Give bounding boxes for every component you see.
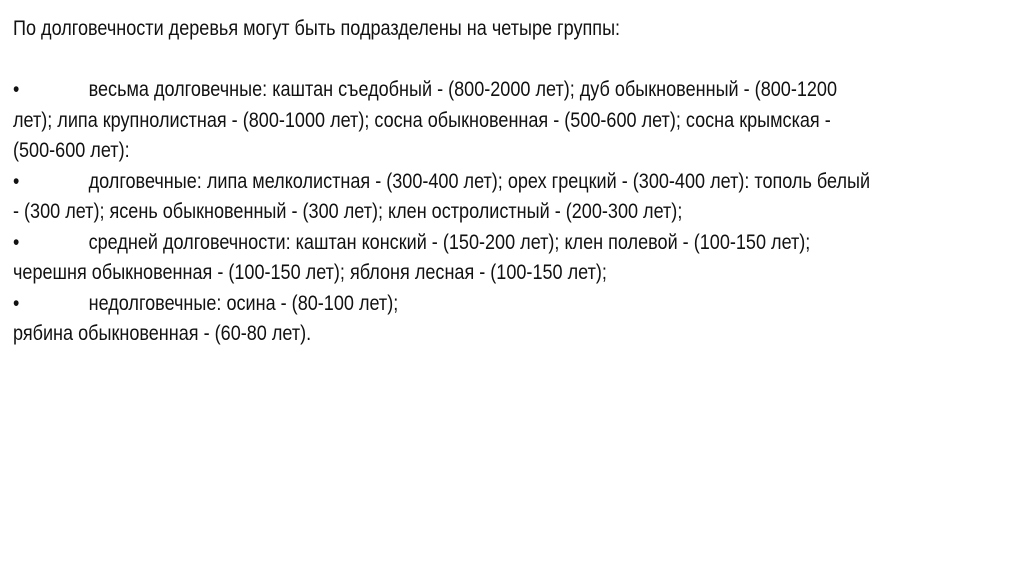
list-item-line <box>13 227 1013 258</box>
list-item-group-3 <box>13 227 1013 288</box>
list-item-line <box>13 166 1013 197</box>
list-item-line: - (300 лет); ясень обыкновенный - (300 лет); клен остролистный - (200-300 лет); <box>13 199 683 223</box>
bullet-icon: • <box>13 77 20 101</box>
list-item-line: рябина обыкновенная - (60-80 лет). <box>13 321 312 345</box>
list-item-text: весьма долговечные: каштан съедобный - (800-2000 лет); дуб обыкновенный - (800-1200 <box>88 77 838 101</box>
list-item-group-4 <box>13 288 1013 349</box>
list-item-group-2 <box>13 166 1013 227</box>
list-item-text: долговечные: липа мелколистная - (300-400 лет); орех грецкий - (300-400 лет): тополь белый <box>88 168 871 193</box>
list-item-group-1 <box>13 74 1013 166</box>
list-item-line <box>13 74 1013 105</box>
list-item-line <box>13 288 1013 319</box>
list-item-line: черешня обыкновенная - (100-150 лет); яблоня лесная - (100-150 лет); <box>13 260 607 284</box>
bullet-icon: • <box>13 168 20 193</box>
slide-body <box>13 13 1013 349</box>
list-item-line: (500-600 лет): <box>13 138 130 162</box>
bullet-icon: • <box>13 290 20 315</box>
intro-text: По долговечности деревья могут быть подразделены на четыре группы: <box>13 16 621 40</box>
list-item-text: средней долговечности: каштан конский - (150-200 лет); клен полевой - (100-150 лет); <box>88 229 811 254</box>
list-item-line: лет); липа крупнолистная - (800-1000 лет); сосна обыкновенная - (500-600 лет); сосна крымская - <box>13 107 831 132</box>
list-item-text: недолговечные: осина - (80-100 лет); <box>88 290 399 315</box>
bullet-icon: • <box>13 229 20 254</box>
